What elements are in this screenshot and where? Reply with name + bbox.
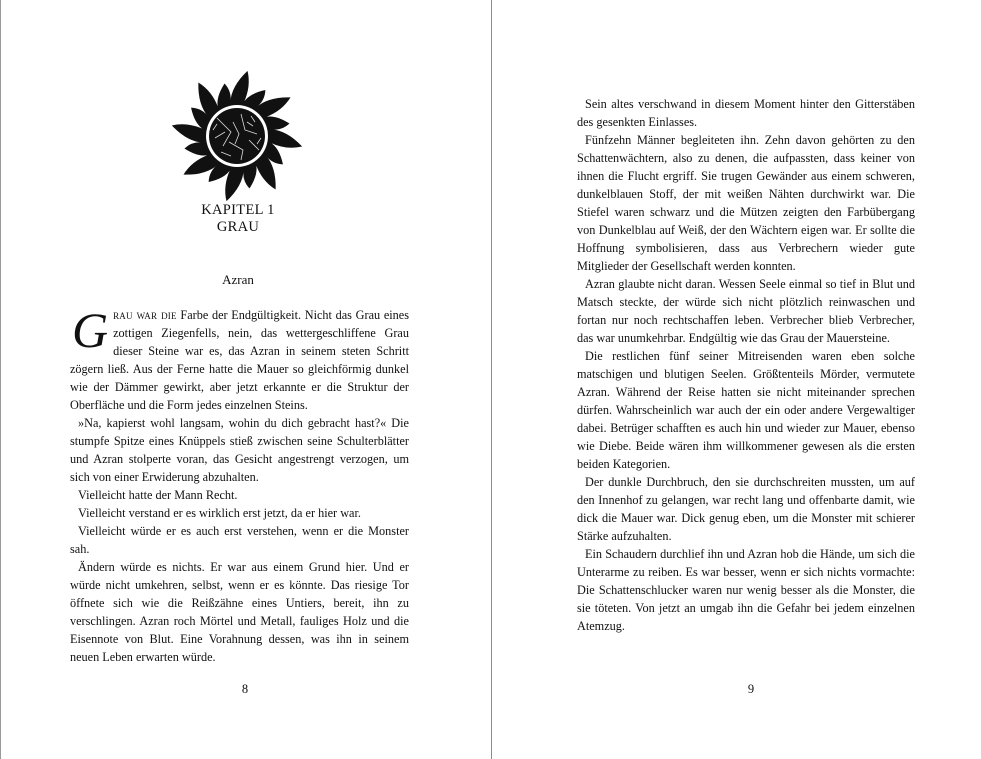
left-body-text — [70, 302, 409, 666]
paragraph: Fünfzehn Männer begleiteten ihn. Zehn davon gehörten zu den Schattenwächtern, also zu denen, die aufpassten, dass keiner von ihnen die Flucht ergriff. Sie trugen Gewänder aus einem schweren, dunkelblauen Stoff, der mit weißen Nähten durchwirkt war. Die Stiefel waren schwarz und die Mützen zeigten den Farbübergang von Dunkelblau auf Weiß, der den Wächtern eigen war. Er sollte die Hoffnung symbolisieren, dass aus Verbrechern wieder gute Mitglieder der Gesellschaft werden konnten. — [577, 133, 915, 273]
right-body-text — [577, 95, 915, 635]
page-number-left: 8 — [241, 682, 249, 696]
paragraph: Der dunkle Durchbruch, den sie durchschreiten mussten, um auf den Innenhof zu gelangen, war recht lang und offenbarte damit, wie dick die Mauer war. Dick genug eben, um die Monster mit schierer Stärke aufzuhalten. — [577, 475, 915, 543]
chapter-number: KAPITEL 1 — [201, 202, 275, 218]
sun-ray — [270, 129, 302, 148]
sun-emblem-icon — [167, 66, 307, 206]
sun-ray — [172, 124, 204, 143]
opening-paragraph — [70, 302, 409, 414]
sun-ray — [230, 71, 249, 103]
pov-character-name: Azran — [222, 272, 254, 287]
opening-smallcaps: rau war die — [113, 308, 177, 322]
paragraph: Ein Schaudern durchlief ihn und Azran hob die Hände, um sich die Unterarme zu reiben. Es war besser, wenn er sich nichts vormachte: Die Schattenschlucker waren nur wenig besser als die Monster, die sie töteten. Von jetzt an umgab ihn die Gefahr bei jedem einzelnen Atemzug. — [577, 547, 915, 633]
drop-cap: G — [72, 302, 109, 358]
paragraph: Die restlichen fünf seiner Mitreisenden waren eben solche matschigen und blutigen Seelen. Größtenteils Mörder, vermutete Azran. Während der Reise hatten sie nicht miteinander sprechen dürfen. Wahrscheinlich war auch der ein oder andere Vergewaltiger dabei. Betrüger schafften es auch hin und wieder zur Mauer, ebenso wie Diebe. Beide wären ihm willkommener gewesen als die ersten beiden Kategorien. — [577, 349, 915, 471]
right-page — [492, 0, 981, 759]
paragraph: Sein altes verschwand in diesem Moment hinter den Gitterstäben des gesenkten Einlasses. — [577, 97, 915, 129]
paragraph: Vielleicht hatte der Mann Recht. — [78, 488, 238, 502]
page-number-right: 9 — [747, 682, 755, 696]
sun-ray — [225, 169, 244, 201]
paragraph: Vielleicht verstand er es wirklich erst jetzt, da er hier war. — [78, 506, 361, 520]
paragraph: Vielleicht würde er es auch erst verstehen, wenn er die Monster sah. — [70, 524, 409, 556]
chapter-title: GRAU — [216, 219, 260, 235]
paragraph: »Na, kapierst wohl langsam, wohin du dich gebracht hast?« Die stumpfe Spitze eines Knüppels stieß zwischen seine Schulterblätter und Azran stolperte voran, das Gesicht angestrengt verzogen, um sich von einer Erwiderung abzuhalten. — [70, 416, 409, 484]
paragraph: Ändern würde es nichts. Er war aus einem Grund hier. Und er würde nicht umkehren, selbst, wenn er es könnte. Das riesige Tor öffnete sich wie die Reißzähne eines Untiers, bereit, ihn zu verschlingen. Azran roch Mörtel und Metall, fauliges Holz und die Eisennote von Blut. Eine Vorahnung dessen, was ihn in seinem neuen Leben erwarten würde. — [70, 560, 409, 664]
paragraph: Azran glaubte nicht daran. Wessen Seele einmal so tief in Blut und Matsch steckte, der würde sich nicht plötzlich reinwaschen und fortan nur noch rechtschaffen leben. Verbrecher blieb Verbrecher, das war unumkehrbar. Endgültig wie das Grau der Mauersteine. — [577, 277, 915, 345]
paragraph-text: Farbe der Endgültigkeit. Nicht das Grau eines zottigen Ziegenfells, nein, das wettergeschliffene Grau dieser Steine war es, das Azran in seinem steten Schritt zögern ließ. Aus der Ferne hatte die Mauer so gleichförmig dunkel wie der Dämmer gewirkt, aber jetzt erkannte er die Struktur der Oberfläche und die Form jedes einzelnen Steins. — [70, 308, 409, 412]
